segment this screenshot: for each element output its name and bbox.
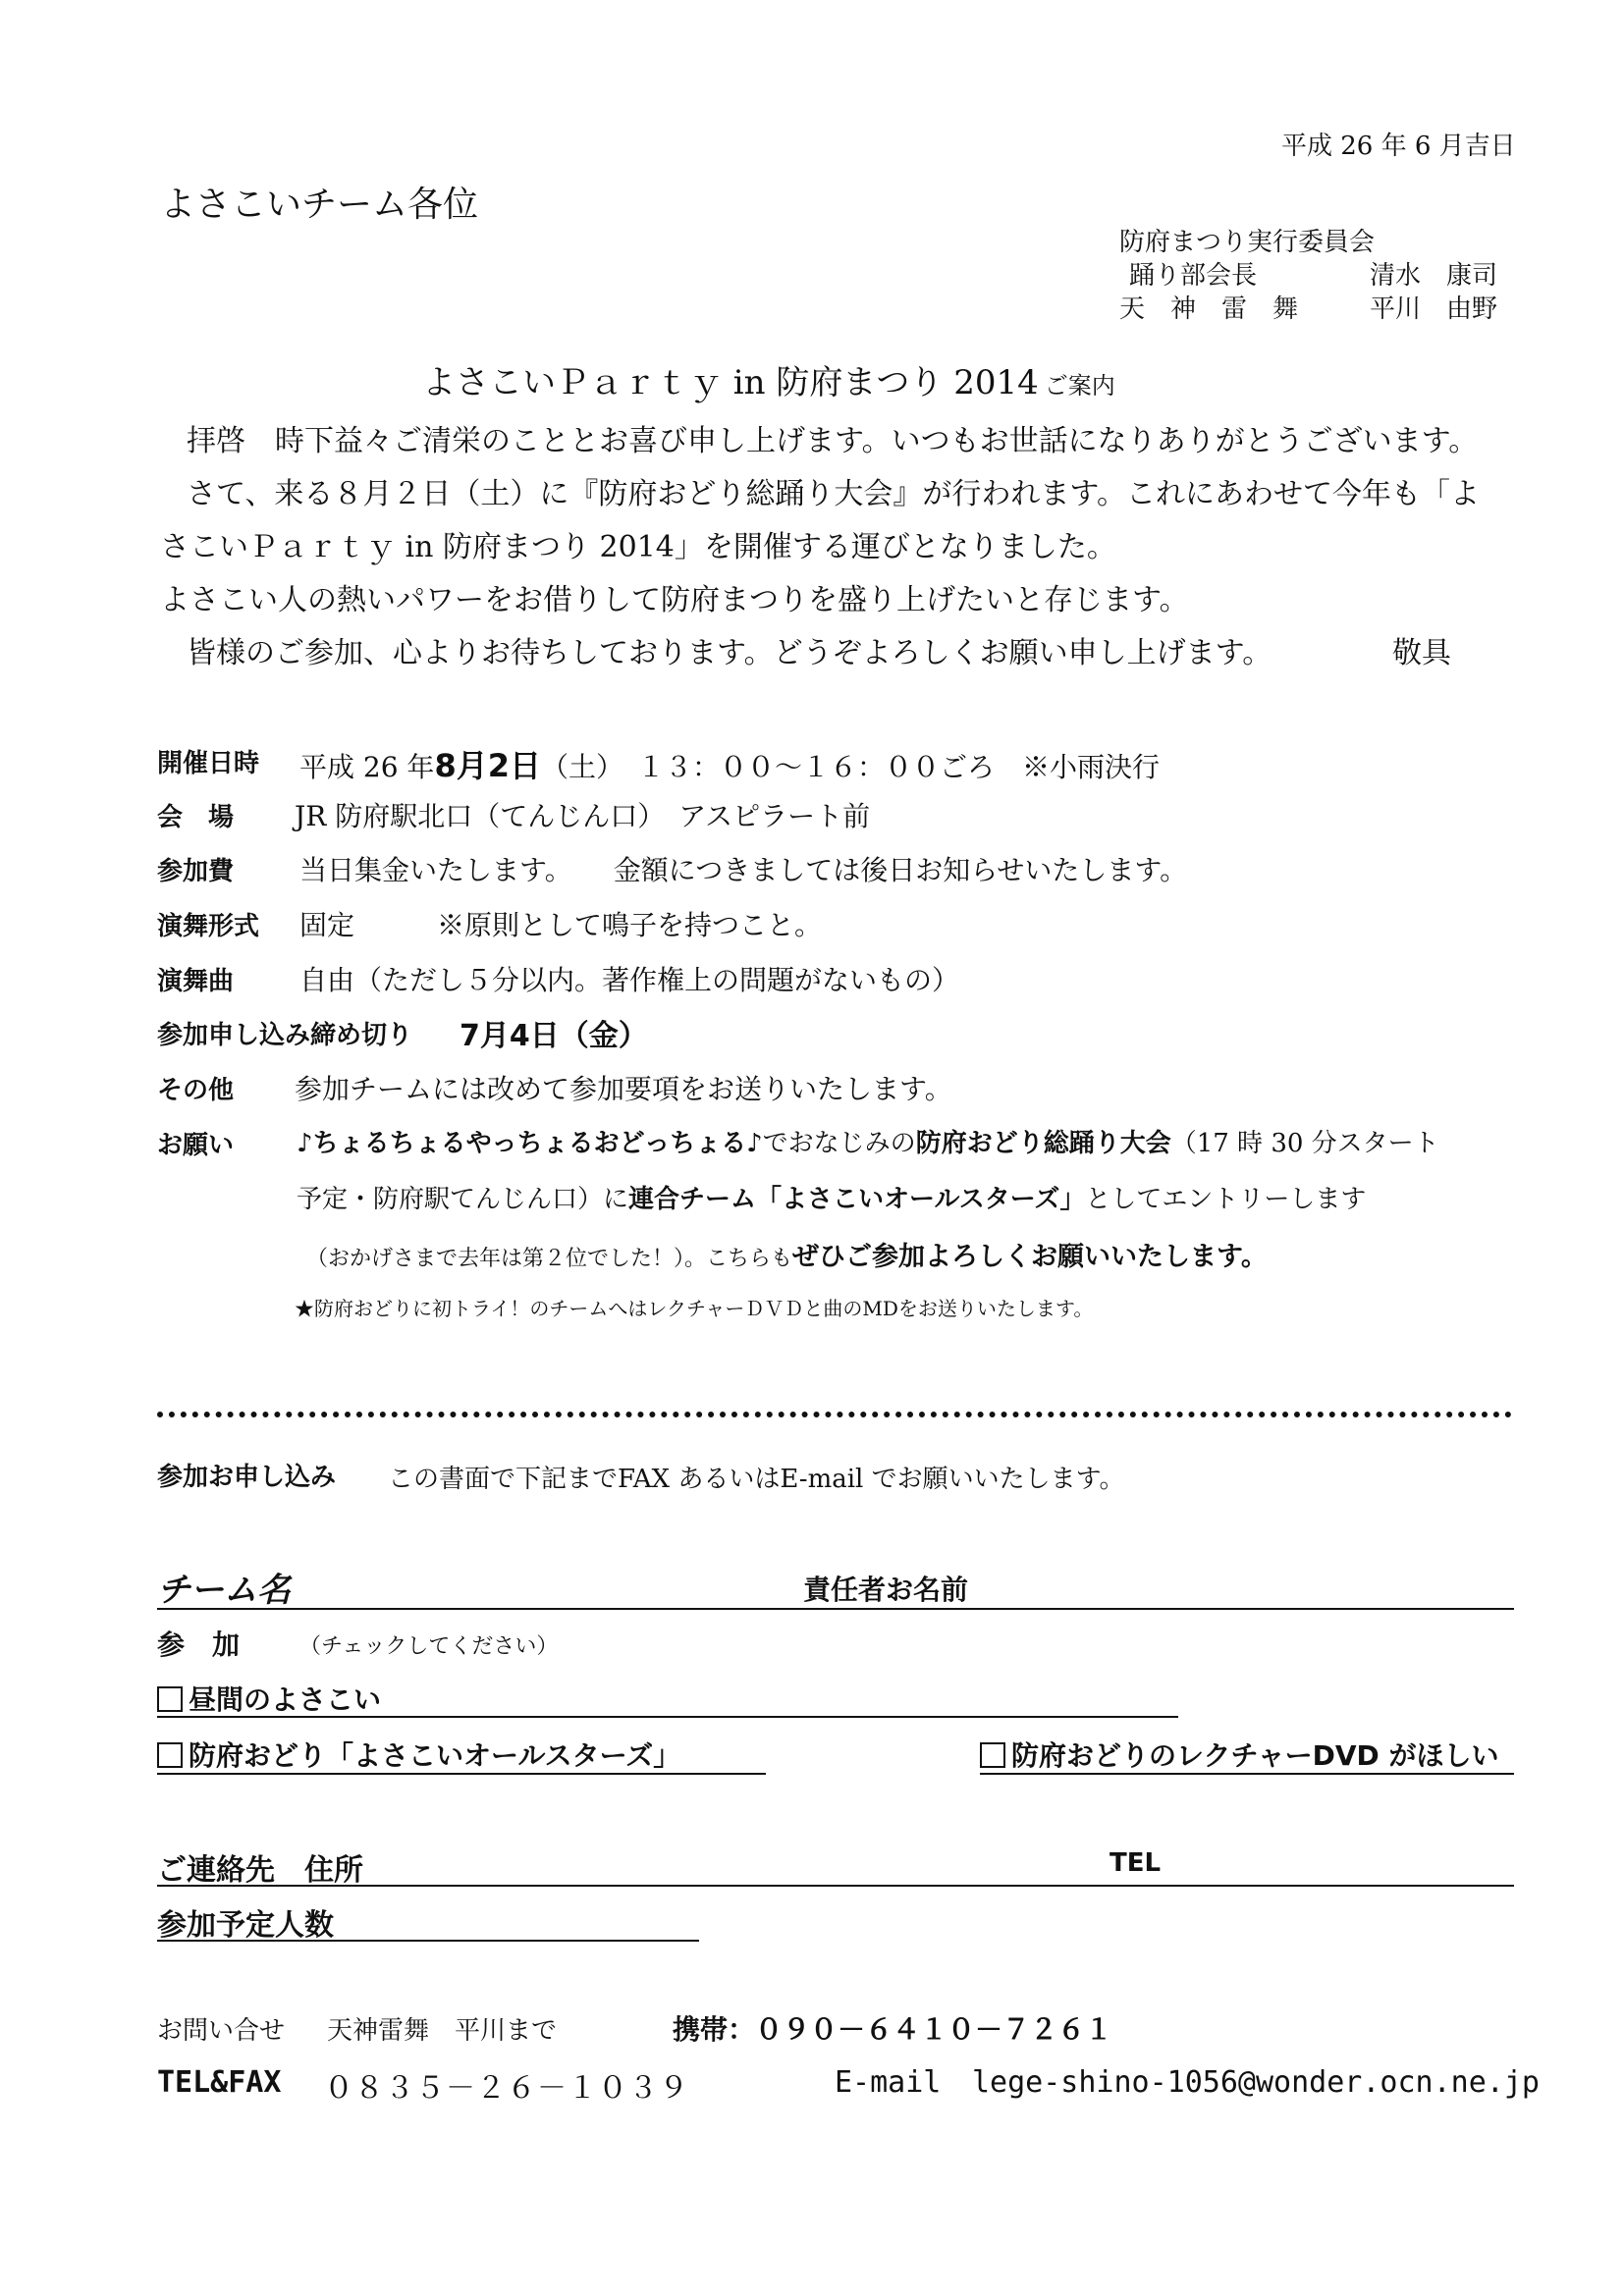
option-allstars-label: 防府おどり「よさこいオールスターズ」 (189, 1739, 681, 1772)
request-line-2 (297, 1179, 1366, 1215)
title-main: よさこいＰａｒｔｙ in 防府まつり 2014 (422, 363, 1039, 402)
value-deadline: 7月4日（金） (460, 1019, 648, 1053)
checkbox-lecture-dvd[interactable] (980, 1742, 1005, 1768)
checkbox-allstars[interactable] (157, 1742, 183, 1768)
request-team-name: 連合チーム「よさこいオールスターズ」 (628, 1185, 1086, 1214)
checkbox-daytime[interactable] (157, 1686, 183, 1712)
email-address[interactable]: lege-shino-1056@wonder.ocn.ne.jp (972, 2065, 1540, 2100)
body-paragraph-3: よさこい人の熱いパワーをお借りして防府まつりを盛り上げたいと存じます。 (160, 583, 1189, 617)
request-song-phrase: ♪ちょるちょるやっちょるおどっちょる♪ (297, 1129, 763, 1158)
label-other: その他 (157, 1076, 235, 1105)
value-format: 固定 ※原則として鳴子を持つこと。 (299, 909, 823, 941)
request-l3-emphasis: ぜひご参加よろしくお願いいたします。 (792, 1242, 1268, 1272)
label-expected-count: 参加予定人数 (157, 1908, 334, 1943)
label-tel-fax: TEL&FAX (157, 2065, 282, 2100)
label-inquiry: お問い合せ (157, 2016, 286, 2046)
sender2-role: 天 神 雷 舞 (1119, 294, 1299, 324)
sender1-role: 踊り部会長 (1129, 261, 1258, 291)
request-l1-text2: （17 時 30 分スタート (1170, 1129, 1439, 1158)
label-team-name: チーム名 (157, 1571, 291, 1610)
label-contact-address: ご連絡先 住所 (157, 1853, 363, 1888)
title-suffix: ご案内 (1044, 372, 1115, 400)
request-l2-text1: 予定・防府駅てんじん口）に (297, 1185, 629, 1214)
body-paragraph-2b: さこいＰａｒｔｙ in 防府まつり 2014」を開催する運びとなりました。 (160, 530, 1116, 564)
request-l3-text1: （おかげさまで去年は第２位でした！）。こちらも (306, 1247, 793, 1271)
label-apply: 参加お申し込み (157, 1463, 337, 1492)
sender1-name: 清水 康司 (1370, 261, 1498, 291)
count-field-line[interactable] (157, 1940, 699, 1942)
option3-underline (980, 1773, 1514, 1775)
value-event-date (299, 741, 1160, 786)
label-format: 演舞形式 (157, 912, 260, 941)
sender-org: 防府まつり実行委員会 (1119, 228, 1376, 257)
document-title (422, 355, 1115, 403)
option2-underline (157, 1773, 766, 1775)
request-l1-text1: でおなじみの (762, 1129, 916, 1158)
label-fee: 参加費 (157, 857, 235, 886)
apply-instructions: この書面で下記までFAX あるいはE-mail でお願いいたします。 (388, 1465, 1125, 1494)
dotted-separator (157, 1412, 1512, 1417)
label-email: E-mail (835, 2065, 942, 2100)
event-date-highlight: 8月2日 (434, 747, 541, 784)
request-line-3 (306, 1235, 1268, 1273)
label-song: 演舞曲 (157, 967, 235, 996)
inquiry-contact-name: 天神雷舞 平川まで (327, 2016, 558, 2046)
request-event-name: 防府おどり総踊り大会 (915, 1129, 1171, 1158)
request-line-1 (297, 1123, 1439, 1159)
tel-fax-number: ０８３５－２６－１０３９ (324, 2071, 689, 2106)
participation-note: （チェックしてください） (299, 1634, 559, 1659)
option-allstars[interactable] (157, 1735, 680, 1774)
option-daytime-yosakoi[interactable] (157, 1679, 381, 1718)
body-paragraph-1: 拝啓 時下益々ご清栄のこととお喜び申し上げます。いつもお世話になりありがとうございます。 (187, 424, 1479, 458)
option-daytime-label: 昼間のよさこい (189, 1683, 382, 1716)
body-paragraph-4: 皆様のご参加、心よりお待ちしております。どうぞよろしくお願い申し上げます。 (187, 636, 1272, 670)
issue-date: 平成 26 年 6 月吉日 (1281, 132, 1516, 161)
team-name-field-line[interactable] (157, 1608, 1514, 1610)
addressee: よさこいチーム各位 (160, 185, 479, 225)
value-other: 参加チームには改めて参加要項をお送りいたします。 (295, 1073, 952, 1105)
closing-keigu: 敬具 (1392, 636, 1451, 670)
sender2-name: 平川 由野 (1370, 294, 1498, 324)
label-participation: 参 加 (157, 1629, 241, 1661)
label-tel: TEL (1110, 1848, 1162, 1878)
contact-field-line[interactable] (157, 1885, 1514, 1887)
option-lecture-dvd-label: 防府おどりのレクチャーDVD がほしい (1011, 1739, 1499, 1772)
event-date-prefix: 平成 26 年 (299, 751, 435, 783)
value-fee: 当日集金いたします。 金額につきましては後日お知らせいたします。 (299, 854, 1188, 886)
label-event-date: 開催日時 (157, 749, 260, 778)
value-venue: JR 防府駅北口（てんじん口） アスピラート前 (295, 800, 871, 832)
option-lecture-dvd[interactable] (980, 1735, 1499, 1774)
mobile-number: 携帯：０９０－６４１０－７２６１ (673, 2013, 1113, 2046)
option1-underline (157, 1716, 1178, 1718)
request-l2-text2: としてエントリーします (1085, 1185, 1367, 1214)
value-song: 自由（ただし５分以内。著作権上の問題がないもの） (299, 964, 960, 996)
body-paragraph-2a: さて、来る８月２日（土）に『防府おどり総踊り大会』が行われます。これにあわせて今年も「よ (187, 477, 1480, 511)
label-venue: 会 場 (157, 803, 235, 832)
request-note: ★防府おどりに初トライ！のチームへはレクチャーＤＶＤと曲のMDをお送りいたします。 (295, 1297, 1094, 1320)
label-request: お願い (157, 1131, 235, 1160)
event-date-suffix: （土） １３：００～１６：００ごろ ※小雨決行 (540, 751, 1160, 783)
label-deadline: 参加申し込み締め切り (157, 1021, 413, 1050)
label-leader-name: 責任者お名前 (803, 1574, 969, 1606)
